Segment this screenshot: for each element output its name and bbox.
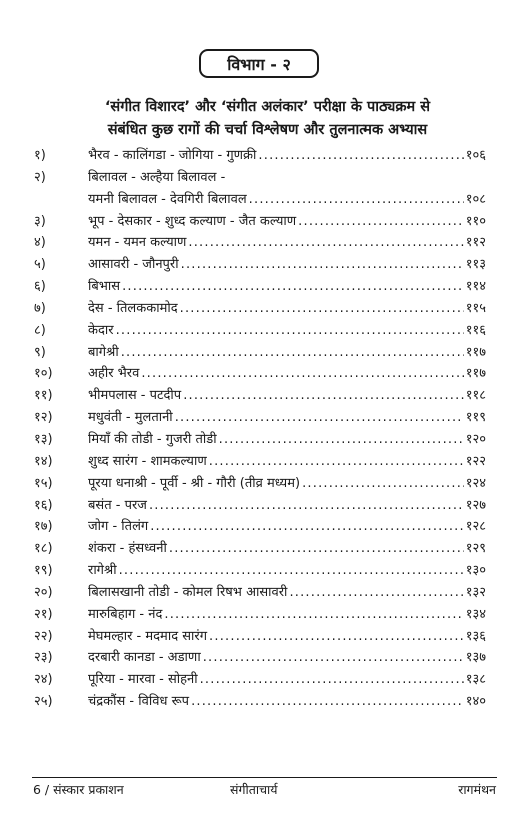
table-of-contents [0,145,529,713]
toc-entry-page: ११६ [465,322,486,338]
toc-entry-title: चंद्रकौंस - विविध रूप [88,694,190,710]
toc-entry-title: मारुबिहाग - नंद [88,606,163,622]
toc-entry [0,363,529,385]
toc-entry-title: आसावरी - जौनपुरी [88,257,179,273]
toc-entry [0,582,529,604]
toc-entry [0,189,529,211]
toc-entry-line [88,691,486,713]
toc-entry [0,647,529,669]
toc-entry-number: ११) [34,388,53,404]
dot-leader [183,385,464,407]
toc-entry-page: १३६ [465,628,486,644]
toc-entry-page: १२० [465,431,486,447]
toc-entry-title: शुध्द सारंग - शामकल्याण [88,453,207,469]
toc-entry-line [88,669,486,691]
dot-leader [122,276,464,298]
toc-entry-line [88,211,486,233]
footer-divider [32,777,497,778]
dot-leader [258,145,463,167]
dot-leader [149,495,464,517]
toc-entry-line [88,189,486,211]
toc-entry-line [88,145,486,167]
toc-entry-number: २२) [34,628,53,644]
toc-entry-number: ५) [34,257,46,273]
toc-entry [0,211,529,233]
toc-entry-number: १६) [34,497,53,513]
toc-entry [0,254,529,276]
dot-leader [302,473,464,495]
toc-entry-number: १०) [34,366,53,382]
toc-entry [0,516,529,538]
toc-entry-line [88,473,486,495]
toc-entry [0,232,529,254]
toc-entry-title: भीमपलास - पटदीप [88,388,182,404]
toc-entry-number: ३) [34,213,46,229]
toc-entry-title: बसंत - परज [88,497,147,513]
toc-entry-line [88,320,486,342]
toc-entry-title: मेघमल्हार - मदमाद सारंग [88,628,208,644]
toc-entry-title: बिलासखानी तोडी - कोमल रिषभ आसावरी [88,584,288,600]
toc-entry-title: बिलावल - अल्हैया बिलावल - [88,169,226,185]
toc-entry-page: १२९ [465,541,486,557]
toc-entry-number: २०) [34,584,53,600]
toc-entry-number: २४) [34,672,53,688]
toc-entry-number: ६) [34,279,46,295]
dot-leader [219,429,464,451]
toc-entry-page: १४० [465,694,486,710]
dot-leader [209,451,464,473]
toc-entry-number: २५) [34,694,53,710]
footer-section-title: रागमंथन [458,782,496,797]
toc-entry-title: भूप - देसकार - शुध्द कल्याण - जैत कल्याण [88,213,297,229]
toc-entry [0,691,529,713]
toc-entry-line [88,298,486,320]
toc-entry-page: ११५ [465,300,486,316]
toc-entry-title: शंकरा - हंसध्वनी [88,541,167,557]
toc-entry-number: १८) [34,541,53,557]
toc-entry-line [88,647,486,669]
toc-entry [0,669,529,691]
dot-leader [181,254,464,276]
toc-entry [0,538,529,560]
toc-entry [0,407,529,429]
toc-entry [0,298,529,320]
toc-entry-line [88,385,486,407]
toc-entry-page: ११२ [465,235,486,251]
toc-entry [0,276,529,298]
toc-entry-number: १७) [34,519,53,535]
footer-publisher: 6 / संस्कार प्रकाशन [33,782,124,797]
footer-book-title: संगीताचार्य [230,782,278,797]
toc-entry-title: यमन - यमन कल्याण [88,235,187,251]
toc-entry-number: १) [34,148,46,163]
toc-entry [0,473,529,495]
toc-entry [0,429,529,451]
toc-entry-line [88,560,486,582]
toc-entry-number: ७) [34,300,46,316]
dot-leader [141,363,463,385]
dot-leader [191,691,464,713]
dot-leader [200,669,464,691]
toc-entry-line [88,451,486,473]
toc-entry-page: ११८ [465,388,486,404]
toc-entry-line [88,407,486,429]
toc-entry-line [88,363,486,385]
toc-entry-page: १२४ [465,475,486,491]
toc-entry-title: दरबारी कानडा - अडाणा [88,650,201,666]
toc-entry-number: १२) [34,410,53,426]
dot-leader [119,560,464,582]
toc-entry-title: मधुवंती - मुलतानी [88,410,173,426]
toc-entry-title: देस - तिलककामोद [88,300,178,316]
dot-leader [289,582,463,604]
toc-entry-page: १३४ [465,606,486,622]
toc-entry-page: ११७ [465,344,486,360]
toc-entry-number: ४) [34,235,46,251]
dot-leader [164,604,463,626]
toc-entry [0,451,529,473]
toc-entry-number: २१) [34,606,53,622]
toc-entry-title: यमनी बिलावल - देवगिरी बिलावल [88,191,247,207]
toc-entry-page: १३८ [465,672,486,688]
toc-entry-title: बागेश्री [88,344,119,360]
toc-entry-number: ९) [34,344,46,360]
dot-leader [249,189,464,211]
toc-entry-page: १३० [465,563,486,579]
dot-leader [169,538,464,560]
toc-entry-line [88,582,486,604]
dot-leader [188,232,463,254]
toc-entry-page: १०६ [465,148,486,163]
dot-leader [175,407,464,429]
toc-entry-page: १२७ [465,497,486,513]
toc-entry [0,385,529,407]
dot-leader [150,516,464,538]
toc-entry-line [88,538,486,560]
toc-entry-number: २) [34,169,46,185]
toc-entry-title: अहीर भैरव [88,366,140,382]
dot-leader [209,626,464,648]
toc-entry-number: १९) [34,563,53,579]
heading-line-2: संबंधित कुछ रागों की चर्चा विश्लेषण और तुलनात्मक अभ्यास [107,122,428,138]
toc-entry-line [88,429,486,451]
dot-leader [298,211,464,233]
dot-leader [203,647,464,669]
toc-entry-page: १०८ [465,191,486,207]
toc-entry-page: ११७ [465,366,486,382]
toc-entry-number: २३) [34,650,53,666]
toc-entry-line [88,276,486,298]
toc-entry-title: केदार [88,322,114,338]
dot-leader [180,298,464,320]
dot-leader [121,342,464,364]
toc-entry [0,560,529,582]
dot-leader [116,320,464,342]
toc-entry-title: मियाँ की तोडी - गुजरी तोडी [88,431,217,447]
toc-entry [0,320,529,342]
toc-entry-number: १५) [34,475,53,491]
toc-entry-line [88,516,486,538]
toc-entry-line [88,254,486,276]
toc-entry-page: ११३ [465,257,486,273]
toc-entry-number: १३) [34,431,53,447]
toc-entry-number: १४) [34,453,53,469]
toc-entry-line [88,604,486,626]
toc-entry [0,495,529,517]
toc-entry [0,626,529,648]
toc-entry-title: भैरव - कालिंगडा - जोगिया - गुणक्री [88,148,257,163]
toc-entry [0,145,529,167]
toc-entry-title: रागेश्री [88,563,117,579]
toc-entry-line [88,342,486,364]
toc-entry [0,342,529,364]
toc-entry-page: ११० [465,213,486,229]
toc-entry-line [88,232,486,254]
toc-entry-page: ११४ [465,279,486,295]
toc-entry-line [88,626,486,648]
toc-entry [0,604,529,626]
toc-entry-page: १२२ [465,453,486,469]
toc-entry-title: बिभास [88,279,121,295]
toc-entry-page: ११९ [465,410,486,426]
toc-entry-page: १३७ [465,650,486,666]
toc-entry [0,167,529,189]
toc-entry-title: पूरया धनाश्री - पूर्वी - श्री - गौरी (तीव्र मध्यम) [88,475,301,491]
toc-entry-line [88,495,486,517]
section-label: विभाग - २ [199,49,319,78]
toc-entry-number: ८) [34,322,46,338]
toc-entry-title: जोग - तिलंग [88,519,149,535]
toc-entry-page: १२८ [465,519,486,535]
toc-entry-page: १३२ [465,584,486,600]
toc-entry-title: पूरिया - मारवा - सोहनी [88,672,198,688]
toc-entry-line [88,167,486,189]
heading-line-1: ‘संगीत विशारद’ और ‘संगीत अलंकार’ परीक्षा के पाठ्यक्रम से [104,99,431,115]
